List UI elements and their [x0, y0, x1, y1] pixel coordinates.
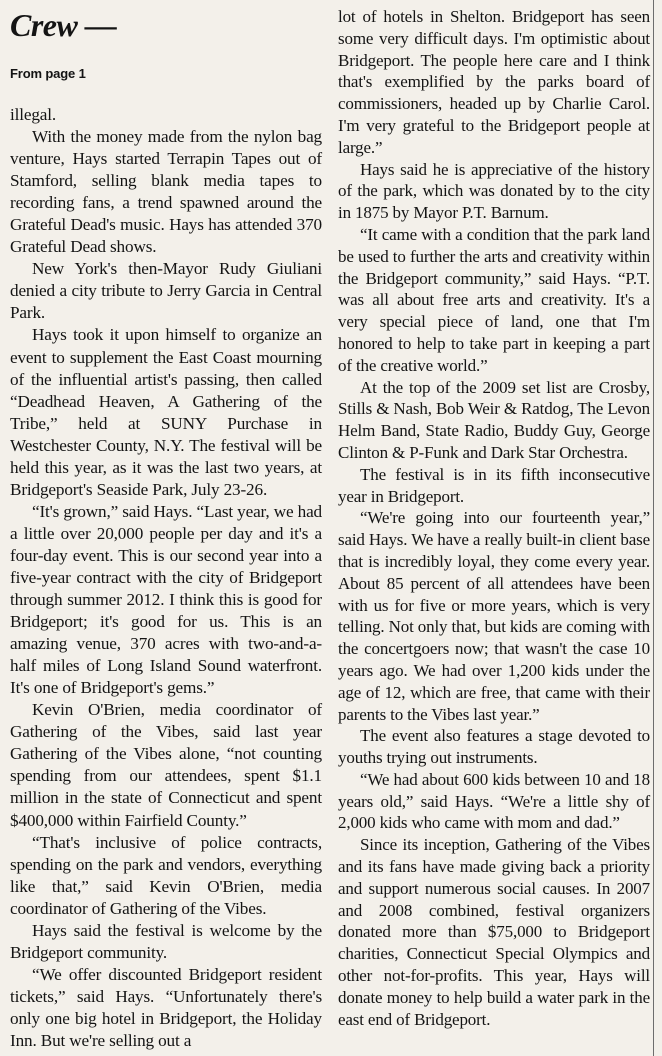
paragraph: Since its inception, Gathering of the Vibes and its fans have made giving back a priority and support numerous social causes. In 2007 and 2008 combined, festival organizers donated more than $75,000 to Bridgeport charities, Connecticut Special Olympics and other not-for-profits. This year, Hays will donate money to help build a water park in the east end of Bridgeport. [338, 835, 650, 1029]
paragraph: The festival is in its fifth inconsecutive year in Bridgeport. [338, 464, 650, 506]
column-rule [653, 0, 654, 1056]
headline-row [10, 6, 322, 50]
paragraph: At the top of the 2009 set list are Crosby, Stills & Nash, Bob Weir & Ratdog, The Levon Helm Band, State Radio, Buddy Guy, George Clinton & P-Funk and Dark Star Orchestra. [338, 377, 650, 462]
paragraph: Hays said the festival is welcome by the Bridgeport community. [10, 920, 322, 962]
paragraph: lot of hotels in Shelton. Bridgeport has seen some very difficult days. I'm optimistic about Bridgeport. The people here care and I think that's exemplified by the parks board of commissioners, headed up by Charlie Carol. I'm very grateful to the Bridgeport people at large.” [338, 7, 650, 157]
paragraph: “We offer discounted Bridgeport resident tickets,” said Hays. “Unfortunately there's only one big hotel in Bridgeport, the Holiday Inn. But we're selling out a [10, 964, 322, 1050]
paragraph: “We're going into our fourteenth year,” said Hays. We have a really built-in client base that is incredibly loyal, they come every year. About 85 percent of all attendees have been with us for five or more years, which is very telling. Not only that, but kids are coming with the concertgoers now; that wasn't the case 10 years ago. We had over 1,200 kids under the age of 12, which are free, that came with their parents to the Vibes last year.” [338, 508, 650, 724]
right-column [338, 6, 650, 1030]
paragraph: Hays took it upon himself to organize an event to supplement the East Coast mourning of the influential artist's passing, then called “Deadhead Heaven, A Gathering of the Tribe,” held at SUNY Purchase in Westchester County, N.Y. The festival will be held this year, as it was the last two years, at Bridgeport's Seaside Park, July 23-26. [10, 325, 322, 499]
paragraph: Hays said he is appreciative of the history of the park, which was donated by to the city in 1875 by Mayor P.T. Barnum. [338, 159, 650, 223]
left-column [10, 6, 322, 1052]
headline: Crew — [10, 7, 117, 43]
paragraph: Kevin O'Brien, media coordinator of Gathering of the Vibes, said last year Gathering of the Vibes alone, “not counting spending from our attendees, spent $1.1 million in the state of Connecticut and spent $400,000 within Fairfield County.” [10, 700, 322, 830]
paragraph: “That's inclusive of police contracts, spending on the park and vendors, everything like that,” said Kevin O'Brien, media coordinator of Gathering of the Vibes. [10, 832, 322, 918]
paragraph: “It's grown,” said Hays. “Last year, we had a little over 20,000 people per day and it's a four-day event. This is our second year into a five-year contract with the city of Bridgeport through summer 2012. I think this is good for Bridgeport; it's good for us. This is an amazing venue, 370 acres with two-and-a-half miles of Long Island Sound waterfront. It's one of Bridgeport's gems.” [10, 501, 322, 698]
paragraph: “We had about 600 kids between 10 and 18 years old,” said Hays. “We're a little shy of 2,000 kids who came with mom and dad.” [338, 769, 650, 833]
jump-label: From page 1 [10, 66, 86, 81]
paragraph: New York's then-Mayor Rudy Giuliani denied a city tribute to Jerry Garcia in Central Park. [10, 259, 322, 323]
paragraph: With the money made from the nylon bag venture, Hays started Terrapin Tapes out of Stamford, selling blank media tapes to recording fans, a trend spawned around the Grateful Dead's music. Hays has attended 370 Grateful Dead shows. [10, 127, 322, 257]
paragraph: The event also features a stage devoted to youths trying out instruments. [338, 726, 650, 768]
paragraph: illegal. [10, 105, 57, 124]
paragraph: “It came with a condition that the park land be used to further the arts and creativity within the Bridgeport community,” said Hays. “P.T. was all about free arts and creativity. It's a very special piece of land, one that I'm honored to help to take part in keeping a part of the creative world.” [338, 224, 650, 375]
